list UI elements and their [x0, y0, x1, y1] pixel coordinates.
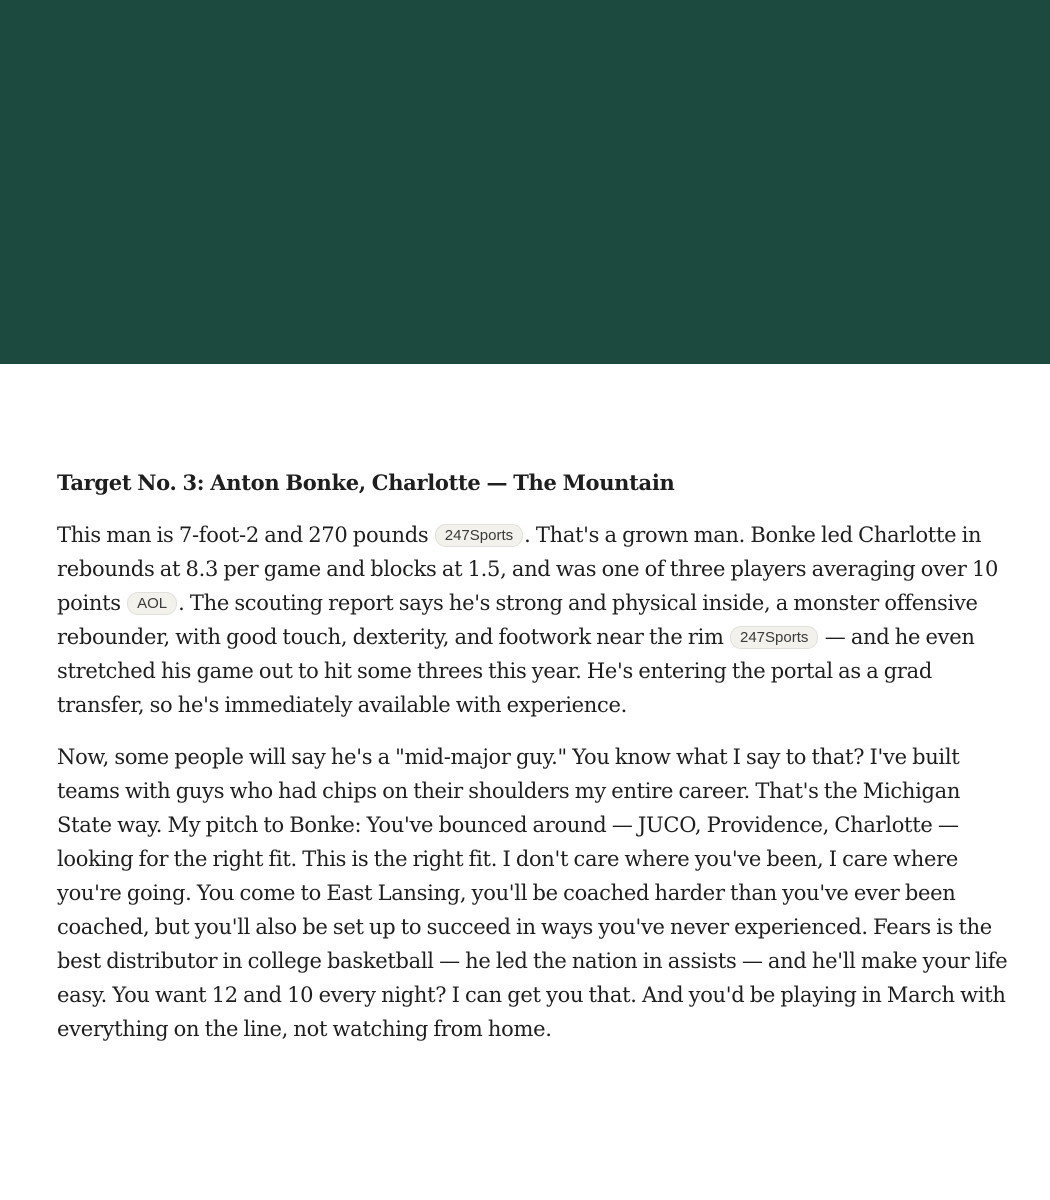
paragraph-1-text-1: This man is 7-foot-2 and 270 pounds	[57, 523, 434, 547]
paragraph-1	[57, 518, 1012, 722]
citation-chip-aol[interactable]: AOL	[127, 592, 177, 615]
hero-banner	[0, 0, 1050, 364]
citation-chip-247sports[interactable]: 247Sports	[435, 524, 523, 547]
paragraph-1-text-4: — and he even stretched his game out to hit some threes this year. He's entering the portal as a grad transfer, so he's immediately available with experience.	[57, 625, 975, 717]
paragraph-2: Now, some people will say he's a "mid-major guy." You know what I say to that? I've built teams with guys who had chips on their shoulders my entire career. That's the Michigan State way. My pitch to Bonke: You've bounced around — JUCO, Providence, Charlotte — looking for the right fit. This is the right fit. I don't care where you've been, I care where you're going. You come to East Lansing, you'll be coached harder than you've ever been coached, but you'll also be set up to succeed in ways you've never experienced. Fears is the best distributor in college basketball — he led the nation in assists — and he'll make your life easy. You want 12 and 10 every night? I can get you that. And you'd be playing in March with everything on the line, not watching from home.	[57, 745, 1008, 1041]
citation-chip-247sports-2[interactable]: 247Sports	[730, 626, 818, 649]
article-body	[57, 466, 1012, 1064]
paragraph-1-text-3: . The scouting report says he's strong and physical inside, a monster offensive rebounder, with good touch, dexterity, and footwork near the rim	[57, 591, 978, 649]
paragraph-1-text-2: . That's a grown man. Bonke led Charlotte in rebounds at 8.3 per game and blocks at 1.5, and was one of three players averaging over 10 points	[57, 523, 999, 615]
section-heading: Target No. 3: Anton Bonke, Charlotte — The Mountain	[57, 470, 675, 495]
